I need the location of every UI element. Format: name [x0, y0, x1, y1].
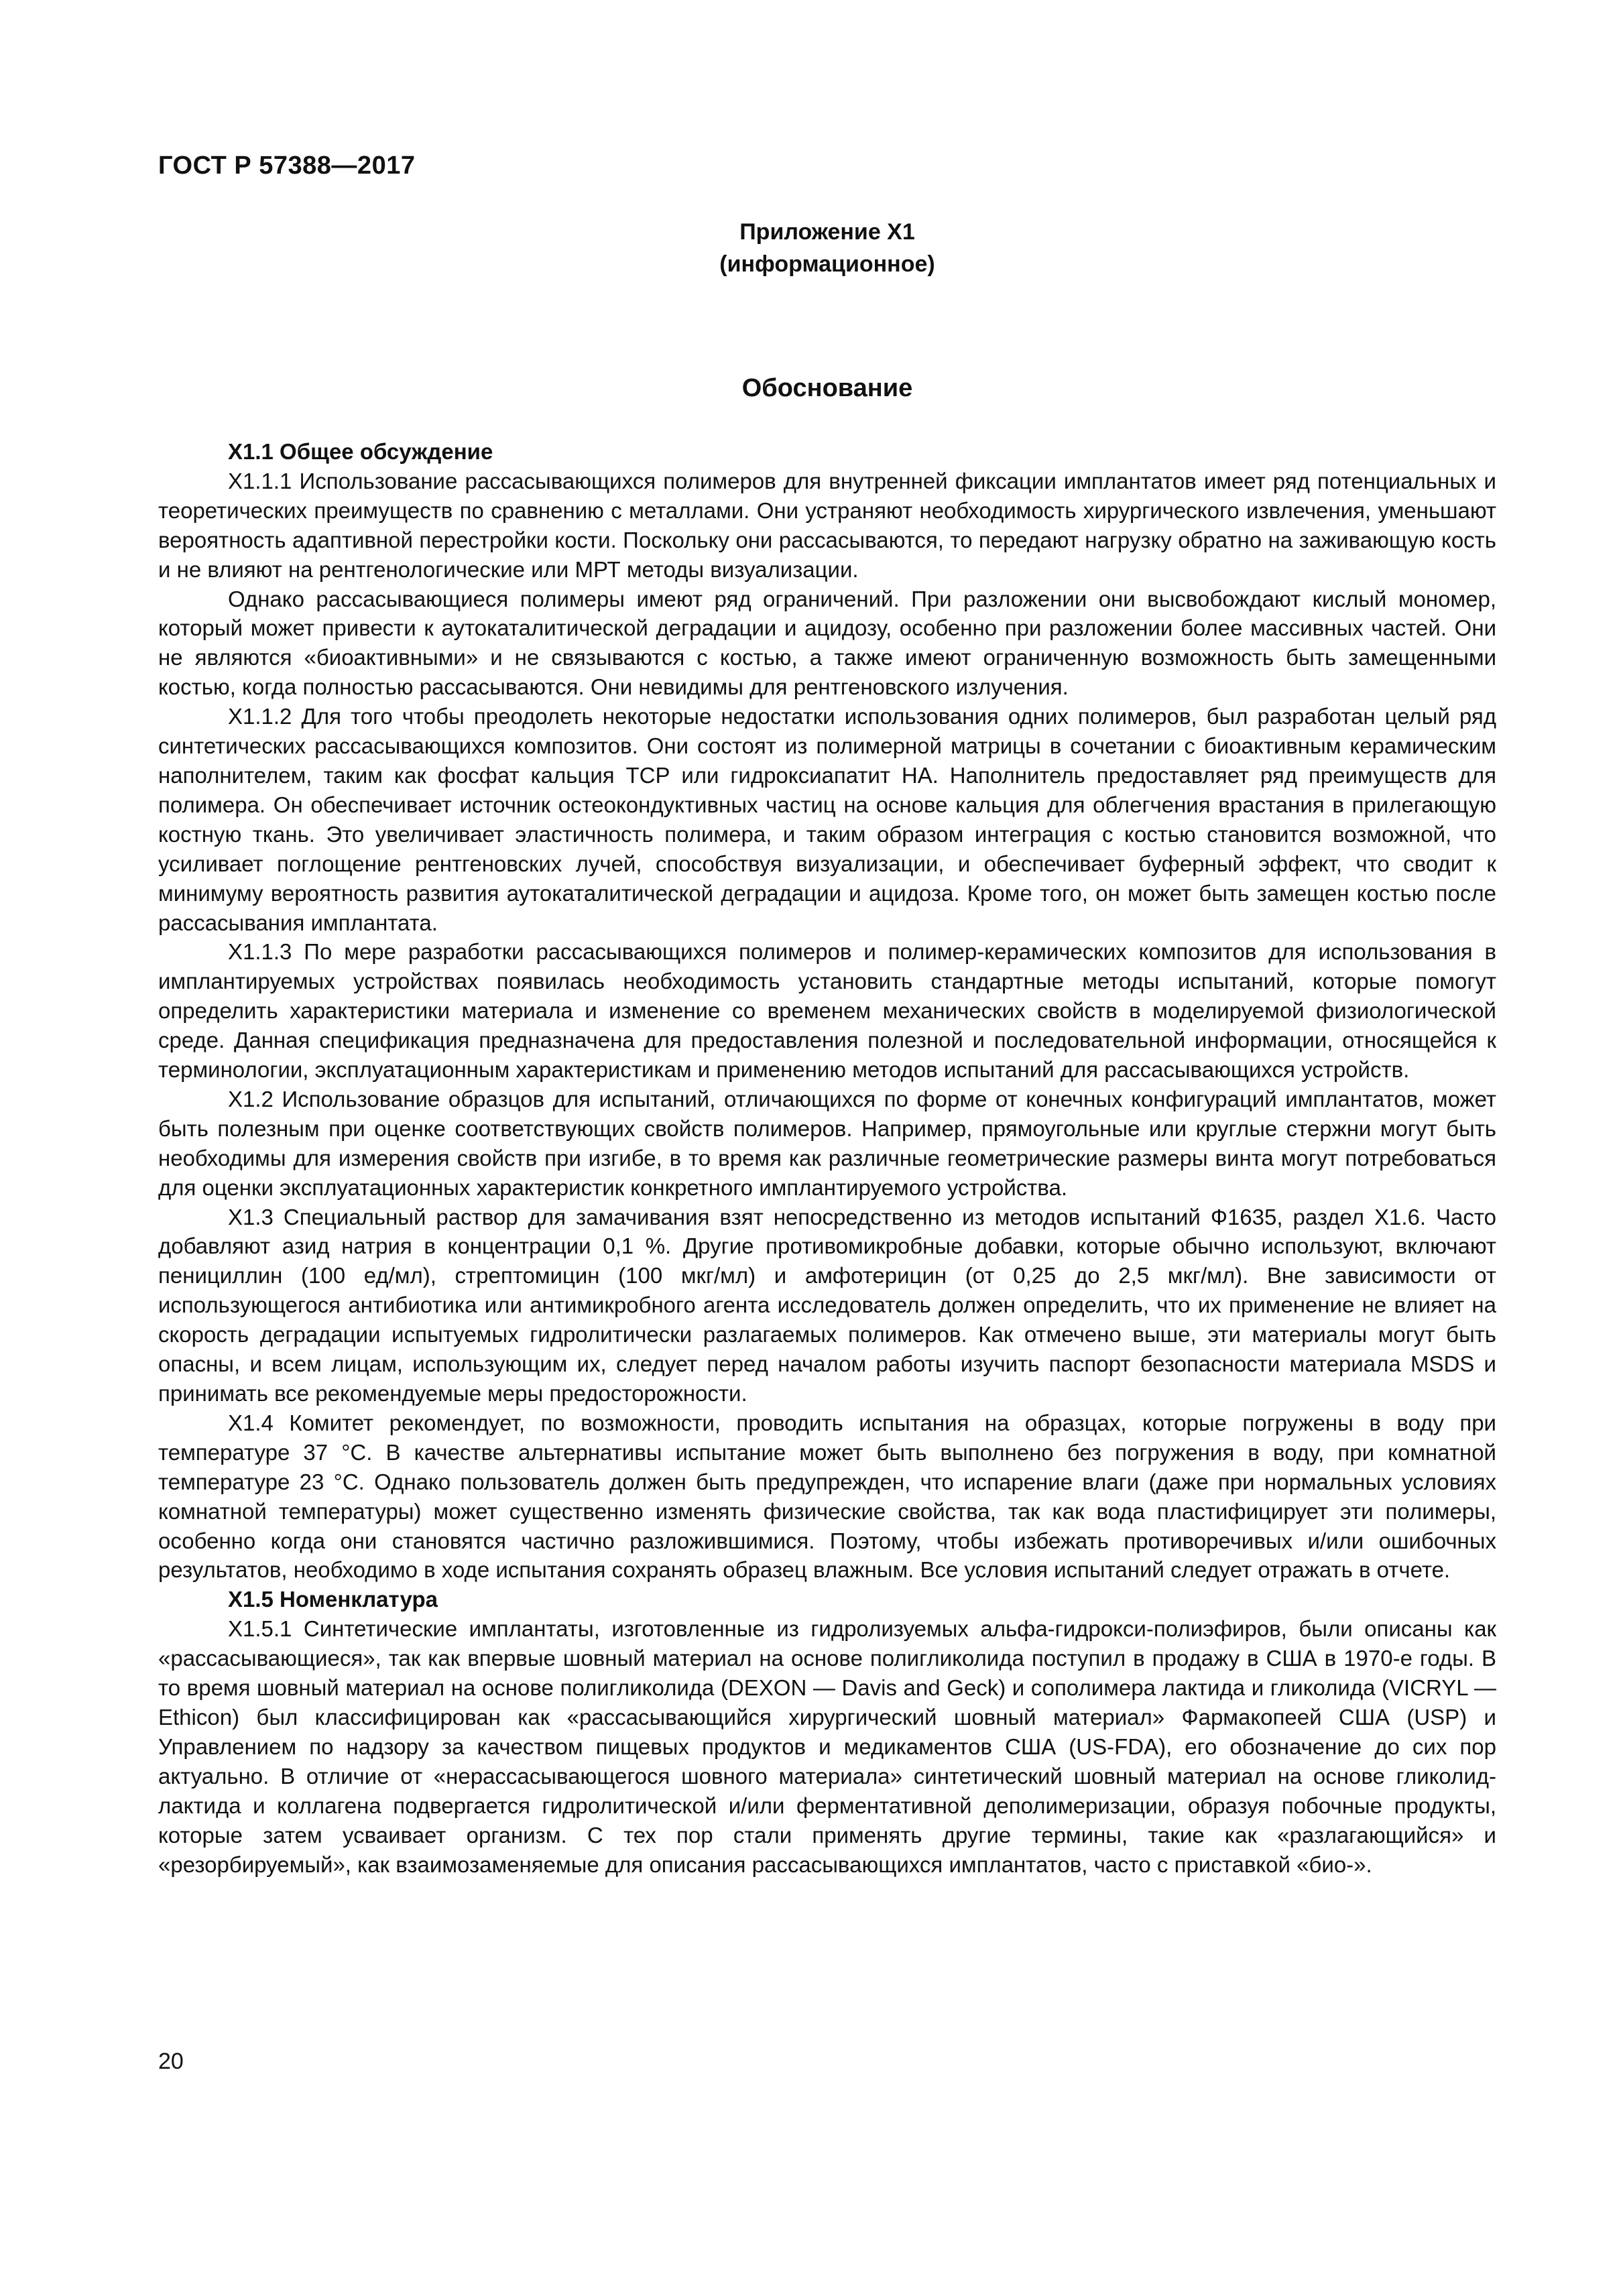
document-body — [158, 437, 1496, 1879]
paragraph-x1-1-1: X1.1.1 Использование рассасывающихся полимеров для внутренней фиксации имплантатов имеет ряд потенциальных и теоретических преимуществ по сравнению с металлами. Они устраняют необходимость хирургического извлечения, уменьшают вероятность адаптивной перестройки кости. Поскольку они рассасываются, то передают нагрузку обратно на заживающую кость и не влияют на рентгенологические или МРТ методы визуализации. — [158, 468, 1496, 582]
paragraph-x1-3: X1.3 Специальный раствор для замачивания взят непосредственно из методов испытаний Ф1635, раздел X1.6. Часто добавляют азид натрия в концентрации 0,1 %. Другие противомикробные добавки, которые обычно используют, включают пенициллин (100 ед/мл), стрептомицин (100 мкг/мл) и амфотерицин (от 0,25 до 2,5 мкг/мл). Вне зависимости от использующегося антибиотика или антимикробного агента исследователь должен определить, что их применение не влияет на скорость деградации испытуемых гидролитически разлагаемых полимеров. Как отмечено выше, эти материалы могут быть опасны, и всем лицам, использующим их, следует перед началом работы изучить паспорт безопасности материала MSDS и принимать все рекомендуемые меры предосторожности. — [158, 1204, 1496, 1406]
appendix-kind: (информационное) — [719, 251, 935, 277]
paragraph-x1-4: X1.4 Комитет рекомендует, по возможности, проводить испытания на образцах, которые погружены в воду при температуре 37 °С. В качестве альтернативы испытание может быть выполнено без погружения в воду, при комнатной температуре 23 °С. Однако пользователь должен быть предупрежден, что испарение влаги (даже при нормальных условиях комнатной температуры) может существенно изменять физические свойства, так как вода пластифицирует эти полимеры, особенно когда они становятся частично разложившимися. Поэтому, чтобы избежать противоречивых и/или ошибочных результатов, необходимо в ходе испытания сохранять образец влажным. Все условия испытаний следует отражать в отчете. — [158, 1410, 1496, 1583]
appendix-heading — [158, 216, 1496, 280]
appendix-title: Приложение X1 — [739, 219, 915, 245]
section-title: Обоснование — [741, 374, 913, 402]
paragraph-x1-2: X1.2 Использование образцов для испытаний, отличающихся по форме от конечных конфигураций имплантатов, может быть полезным при оценке соответствующих свойств полимеров. Например, прямоугольные или круглые стержни могут быть необходимы для измерения свойств при изгибе, в то время как различные геометрические размеры винта могут потребоваться для оценки эксплуатационных характеристик конкретного имплантируемого устройства. — [158, 1086, 1496, 1200]
heading-x1-5: X1.5 Номенклатура — [228, 1587, 438, 1612]
heading-x1-1: X1.1 Общее обсуждение — [228, 439, 493, 464]
paragraph-x1-1-2: X1.1.2 Для того чтобы преодолеть некоторые недостатки использования одних полимеров, был разработан целый ряд синтетических рассасывающихся композитов. Они состоят из полимерной матрицы в сочетании с биоактивным керамическим наполнителем, таким как фосфат кальция ТСР или гидроксиапатит НА. Наполнитель предоставляет ряд преимуществ для полимера. Он обеспечивает источник остеокондуктивных частиц на основе кальция для облегчения врастания в прилегающую костную ткань. Это увеличивает эластичность полимера, и таким образом интеграция с костью становится возможной, что усиливает поглощение рентгеновских лучей, способствуя визуализации, и обеспечивает буферный эффект, что сводит к минимуму вероятность развития аутокаталитической деградации и ацидоза. Кроме того, он может быть замещен костью после рассасывания имплантата. — [158, 704, 1496, 935]
paragraph-x1-1-1-continued: Однако рассасывающиеся полимеры имеют ряд ограничений. При разложении они высвобождают кислый мономер, который может привести к аутокаталитической деградации и ацидозу, особенно при разложении более массивных частей. Они не являются «биоактивными» и не связываются с костью, а также имеют ограниченную возможность быть замещенными костью, когда полностью рассасываются. Они невидимы для рентгеновского излучения. — [158, 586, 1496, 700]
paragraph-x1-1-3: X1.1.3 По мере разработки рассасывающихся полимеров и полимер-керамических композитов для использования в имплантируемых устройствах появилась необходимость установить стандартные методы испытаний, которые помогут определить характеристики материала и изменение со временем механических свойств в моделируемой физиологической среде. Данная спецификация предназначена для предоставления полезной и последовательной информации, относящейся к терминологии, эксплуатационным характеристикам и применению методов испытаний для рассасывающихся устройств. — [158, 939, 1496, 1083]
document-code: ГОСТ Р 57388—2017 — [158, 152, 416, 180]
page-number: 20 — [158, 2049, 184, 2074]
paragraph-x1-5-1: X1.5.1 Синтетические имплантаты, изготовленные из гидролизуемых альфа-гидрокси-полиэфиров, были описаны как «рассасывающиеся», так как впервые шовный материал на основе полигликолида поступил в продажу в США в 1970-е годы. В то время шовный материал на основе полигликолида (DEXON — Davis and Geck) и сополимера лактида и гликолида (VICRYL — Ethicon) был классифицирован как «рассасывающийся хирургический шовный материал» Фармакопеей США (USP) и Управлением по надзору за качеством пищевых продуктов и медикаментов США (US-FDA), его обозначение до сих пор актуально. В отличие от «нерассасывающегося шовного материала» синтетический шовный материал на основе гликолид-лактида и коллагена подвергается гидролитической и/или ферментативной деполимеризации, образуя побочные продукты, которые затем усваивает организм. С тех пор стали применять другие термины, такие как «разлагающийся» и «резорбируемый», как взаимозаменяемые для описания рассасывающихся имплантатов, часто с приставкой «био-». — [158, 1616, 1496, 1877]
